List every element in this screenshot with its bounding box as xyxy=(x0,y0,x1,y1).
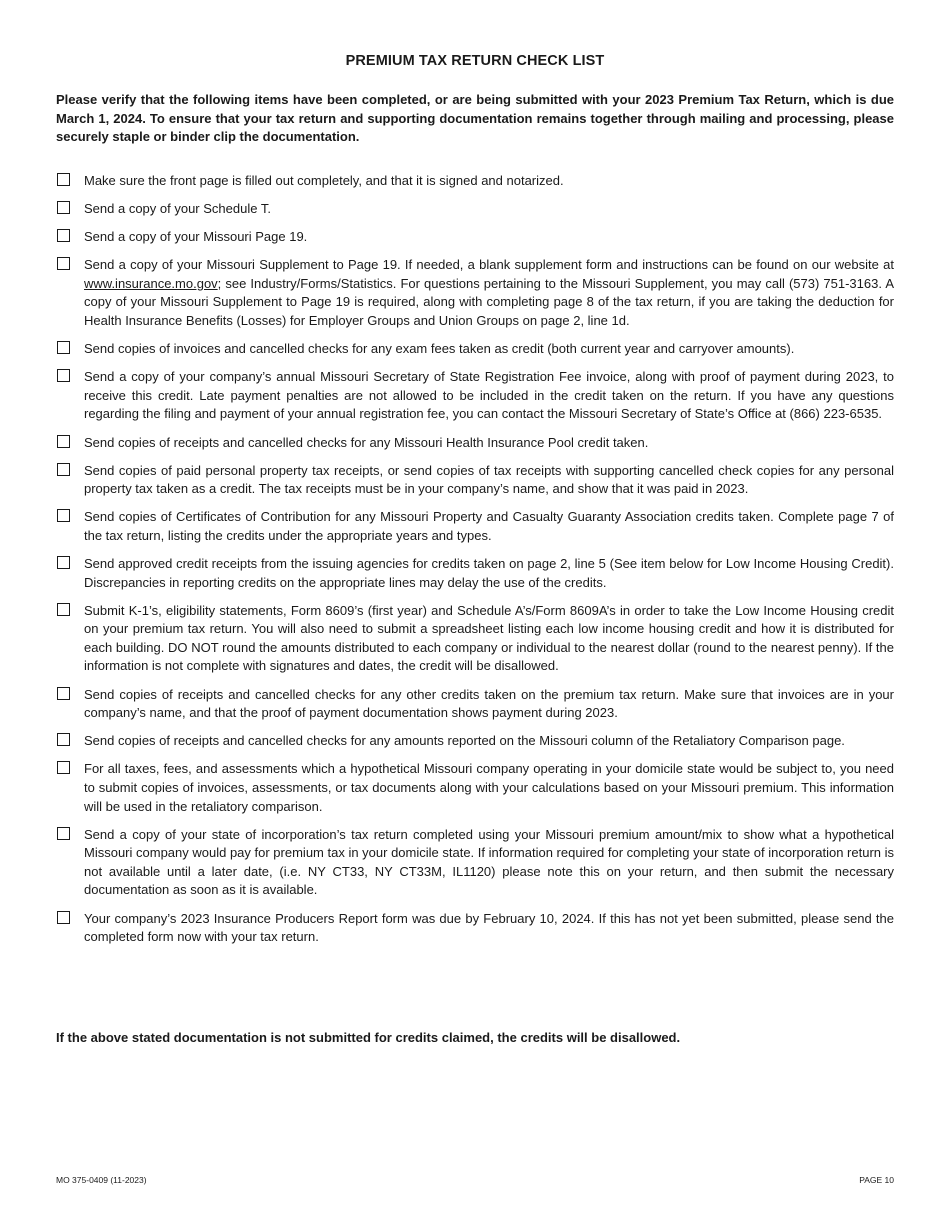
checklist-item-text: For all taxes, fees, and assessments which a hypothetical Missouri company operating in your domicile state would be subject to, you need to submit copies of invoices, assessments, or tax documents along with your calculations based on your Missouri premium. This information will be used in the retaliatory comparison. xyxy=(84,761,894,814)
checkbox[interactable] xyxy=(57,341,70,354)
checklist-item-text: ; see Industry/Forms/Statistics. For questions pertaining to the Missouri Supplement, you may call (573) 751-3163. A copy of your Missouri Supplement to Page 19 is required, along with completing page 8 of the tax return, if you are taking the deduction for Health Insurance Benefits (Losses) for Employer Groups and Union Groups on page 2, line 1d. xyxy=(84,275,894,329)
checklist-item-text: Send a copy of your Schedule T. xyxy=(84,201,271,217)
checklist-item-domicile-taxes xyxy=(56,760,894,816)
checklist-item-text: Send copies of receipts and cancelled checks for any other credits taken on the premium tax return. Make sure that invoices are in your company’s name, and that the proof of payment documentation shows payment during 2023. xyxy=(84,686,894,721)
checklist-item-property-tax xyxy=(56,462,894,499)
checklist-item-text: Send copies of invoices and cancelled checks for any exam fees taken as credit (both current year and carryover amounts). xyxy=(84,341,795,357)
checklist-item-credit-receipts xyxy=(56,555,894,592)
checklist-item-retaliatory-receipts xyxy=(56,732,894,751)
form-number: MO 375-0409 (11-2023) xyxy=(56,1175,147,1185)
checkbox[interactable] xyxy=(57,463,70,476)
checklist-item-text: Send copies of Certificates of Contribution for any Missouri Property and Casualty Guaranty Association credits taken. Complete page 7 of the tax return, listing the credits under the appropriate years and types. xyxy=(84,509,894,543)
checklist xyxy=(56,172,894,956)
checkbox[interactable] xyxy=(57,369,70,382)
checklist-item-schedule-t xyxy=(56,200,894,219)
checkbox[interactable] xyxy=(57,229,70,242)
page-title: PREMIUM TAX RETURN CHECK LIST xyxy=(345,53,605,69)
checklist-item-text: Send a copy of your company’s annual Missouri Secretary of State Registration Fee invoice, along with proof of payment during 2023, to receive this credit. Late payment penalties are not allowed to be included in the credit taken on the return. If you have any questions regarding the filing and payment of your annual registration fee, you can contact the Missouri Secretary of State’s Office at (866) 223-6535. xyxy=(84,369,894,422)
checklist-item-text: Send a copy of your Missouri Page 19. xyxy=(84,229,308,245)
checklist-item-text: Send copies of receipts and cancelled checks for any Missouri Health Insurance Pool credit taken. xyxy=(84,434,649,450)
checklist-item-registration-fee xyxy=(56,368,894,424)
closing-statement: If the above stated documentation is not submitted for credits claimed, the credits will be disallowed. xyxy=(56,1030,681,1045)
insurance-website-link[interactable]: www.insurance.mo.gov xyxy=(84,275,218,291)
checklist-item-other-credits xyxy=(56,686,894,723)
checklist-item-exam-fees xyxy=(56,340,894,359)
checklist-item-low-income-housing xyxy=(56,602,894,676)
checklist-item-front-page xyxy=(56,172,894,191)
checkbox[interactable] xyxy=(57,733,70,746)
checklist-item-guaranty-association xyxy=(56,508,894,545)
checklist-item-missouri-supplement xyxy=(56,256,894,330)
checkbox[interactable] xyxy=(57,687,70,700)
checklist-item-text: Send a copy of your Missouri Supplement to Page 19. If needed, a blank supplement form and instructions can be found on our website at xyxy=(84,257,894,273)
checkbox[interactable] xyxy=(57,911,70,924)
checklist-item-text: Send a copy of your state of incorporation’s tax return completed using your Missouri premium amount/mix to show what a hypothetical Missouri company would pay for premium tax in your domicile state. If information required for completing your state of incorporation return is not available until a later date, (i.e. NY CT33, NY CT33M, IL1120) please note this on your return, and then submit the necessary documentation as soon as it is available. xyxy=(84,826,894,898)
page-number: PAGE 10 xyxy=(859,1175,894,1185)
checklist-item-text: Submit K-1’s, eligibility statements, Form 8609’s (first year) and Schedule A’s/Form 8609A’s in order to take the Low Income Housing credit on your premium tax return. You will also need to submit a spreadsheet listing each low income housing credit and how it is distributed for each building. DO NOT round the amounts distributed to each company or individual to the nearest dollar (round to the nearest penny). If the information is not complete with signatures and dates, the credit will be disallowed. xyxy=(84,602,894,674)
checklist-item-missouri-page-19 xyxy=(56,228,894,247)
checkbox[interactable] xyxy=(57,761,70,774)
checklist-item-text: Send approved credit receipts from the issuing agencies for credits taken on page 2, line 5 (See item below for Low Income Housing Credit). Discrepancies in reporting credits on the appropriate lines may delay the use of the credits. xyxy=(84,556,894,590)
checkbox[interactable] xyxy=(57,603,70,616)
checklist-item-text: Your company’s 2023 Insurance Producers Report form was due by February 10, 2024. If this has not yet been submitted, please send the completed form now with your tax return. xyxy=(84,910,894,945)
checkbox[interactable] xyxy=(57,173,70,186)
checklist-item-text: Make sure the front page is filled out completely, and that it is signed and notarized. xyxy=(84,173,564,188)
checkbox[interactable] xyxy=(57,509,70,522)
checkbox[interactable] xyxy=(57,257,70,270)
checkbox[interactable] xyxy=(57,201,70,214)
checkbox[interactable] xyxy=(57,556,70,569)
intro-instructions: Please verify that the following items have been completed, or are being submitted with your 2023 Premium Tax Return, which is due March 1, 2024. To ensure that your tax return and supporting documentation remains together through mailing and processing, please securely staple or binder clip the documentation. xyxy=(56,92,894,145)
checklist-item-text: Send copies of receipts and cancelled checks for any amounts reported on the Missouri column of the Retaliatory Comparison page. xyxy=(84,733,845,749)
checkbox[interactable] xyxy=(57,827,70,840)
checklist-item-health-insurance-pool xyxy=(56,434,894,453)
checklist-item-state-tax-return xyxy=(56,826,894,900)
checklist-item-text: Send copies of paid personal property tax receipts, or send copies of tax receipts with supporting cancelled check copies for any personal property tax taken as a credit. The tax receipts must be in your company’s name, and show that it was paid in 2023. xyxy=(84,462,894,497)
checkbox[interactable] xyxy=(57,435,70,448)
checklist-item-producers-report xyxy=(56,910,894,947)
